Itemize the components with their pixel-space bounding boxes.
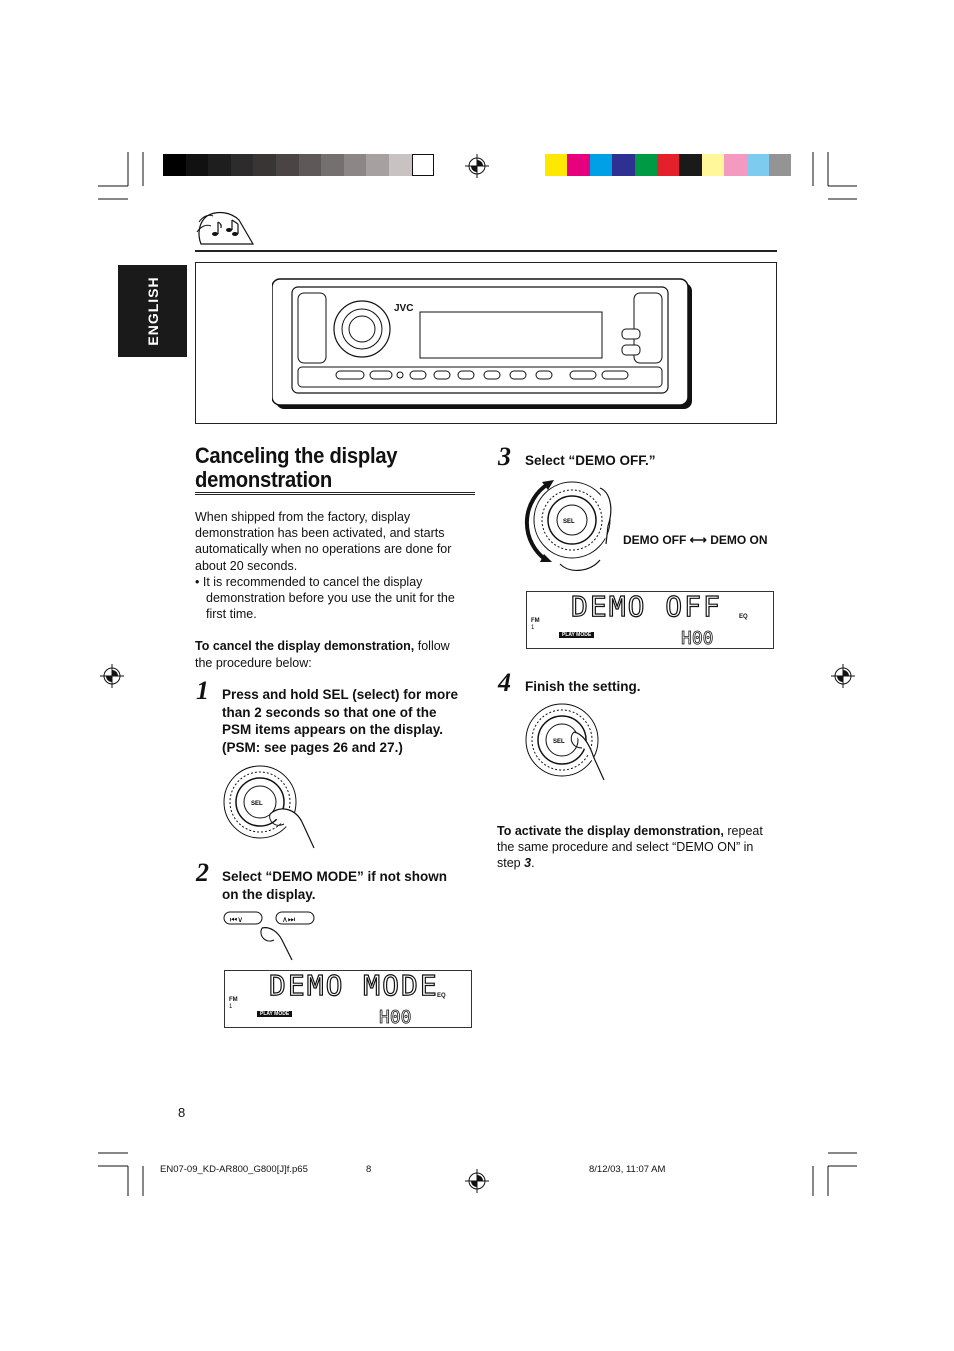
step-number: 4 [498, 668, 511, 697]
gray-swatch [321, 154, 344, 176]
lcd-fm-label: FM [229, 997, 238, 1003]
step-4-text [525, 678, 765, 696]
color-swatch [612, 154, 634, 176]
sel-rotate-illustration [520, 478, 620, 578]
skip-buttons-illustration [222, 910, 318, 962]
gray-swatch [231, 154, 254, 176]
step-line: than 2 seconds so that one of the [222, 704, 437, 720]
lcd-play-mode-badge: PLAY MODE [559, 632, 594, 638]
activate-bold: To activate the display demonstration, [497, 824, 724, 838]
activate-rest: repeat [723, 824, 763, 838]
bullet-line: • It is recommended to cancel the display [195, 574, 423, 589]
svg-text:SEL: SEL [553, 739, 565, 745]
lcd-demo-mode-text: DEMO MODE [269, 969, 439, 1002]
demo-off-label: DEMO OFF [623, 533, 687, 547]
intro-line: automatically when no operations are done for [195, 542, 452, 557]
gray-swatch [208, 154, 231, 176]
step-2-text [222, 868, 482, 903]
step-line: Select “DEMO MODE” if not shown [222, 869, 448, 884]
svg-text:SEL: SEL [563, 519, 575, 525]
activate-line: the same procedure and select “DEMO ON” in [497, 840, 754, 855]
bullet-line: demonstration before you use the unit for the [206, 591, 455, 606]
gray-swatch [299, 154, 322, 176]
gray-swatch [186, 154, 209, 176]
language-label: ENGLISH [144, 276, 161, 346]
bullet-line: first time. [206, 607, 257, 622]
step-line: (PSM: see pages 26 and 27.) [222, 739, 403, 755]
footer-timestamp: 8/12/03, 11:07 AM [589, 1164, 666, 1175]
brand-logo: JVC [394, 303, 414, 314]
color-swatch [769, 154, 791, 176]
step-number: 2 [196, 858, 209, 887]
activate-step-ref: 3 [524, 856, 532, 871]
gray-swatch [412, 154, 435, 176]
color-swatch [724, 154, 746, 176]
sel-press-illustration [222, 764, 322, 854]
cancel-rest: follow [414, 639, 450, 654]
sel-label: SEL [251, 801, 263, 807]
step-line: on the display. [222, 886, 316, 902]
lcd-segments: H00 [379, 1007, 412, 1028]
lcd-eq-badge: EQ [437, 993, 446, 999]
music-notes-icon [195, 210, 255, 246]
gray-swatch [344, 154, 367, 176]
cancel-bold: To cancel the display demonstration, [195, 639, 415, 654]
lcd-channel: 1 [531, 625, 535, 631]
activate-paragraph [497, 823, 787, 872]
activate-step-post: . [531, 856, 535, 871]
step-number: 3 [498, 442, 511, 471]
step-line: Finish the setting. [525, 679, 641, 694]
intro-line: demonstration has been activated, and starts [195, 526, 445, 541]
header-rule [195, 250, 777, 252]
intro-line: about 20 seconds. [195, 558, 298, 573]
color-swatch [590, 154, 612, 176]
lcd-demo-off-text: DEMO OFF [571, 590, 722, 623]
gray-swatch [253, 154, 276, 176]
color-swatch [567, 154, 589, 176]
svg-text:∧⏭: ∧⏭ [282, 915, 296, 924]
gray-swatch [389, 154, 412, 176]
color-swatch [747, 154, 769, 176]
title-line-2: demonstration [195, 467, 332, 492]
lcd-play-mode-badge: PLAY MODE [257, 1011, 292, 1017]
activate-line-3 [497, 855, 787, 871]
activate-step-pre: step [497, 856, 525, 871]
section-title [195, 444, 397, 492]
car-stereo-illustration [272, 277, 696, 411]
step-line: Press and hold SEL (select) for more [222, 687, 459, 702]
demo-toggle-caption [623, 533, 768, 547]
sel-press-illustration-2 [524, 702, 614, 782]
cancel-line: the procedure below: [195, 655, 312, 670]
demo-on-label: DEMO ON [710, 533, 768, 547]
language-tab [118, 265, 187, 357]
step-1-text [222, 686, 482, 756]
step-3-text [525, 452, 765, 470]
intro-paragraph [195, 509, 485, 671]
intro-line: When shipped from the factory, display [195, 510, 411, 524]
footer-page: 8 [366, 1164, 372, 1175]
lcd-eq-badge: EQ [739, 614, 748, 620]
lcd-fm-label: FM [531, 618, 540, 624]
lcd-channel: 1 [229, 1004, 233, 1010]
step-line: Select “DEMO OFF.” [525, 453, 656, 468]
page-number: 8 [178, 1105, 186, 1120]
color-swatch [635, 154, 657, 176]
svg-text:⏮∨: ⏮∨ [230, 915, 244, 924]
gray-swatch [163, 154, 186, 176]
lcd-segments: H00 [681, 628, 714, 649]
footer-file: EN07-09_KD-AR800_G800[J]f.p65 [160, 1164, 308, 1175]
double-arrow-icon: ⟷ [689, 533, 707, 547]
color-swatch [657, 154, 679, 176]
cancel-instruction [195, 638, 485, 654]
color-swatch [702, 154, 724, 176]
gray-swatch [366, 154, 389, 176]
step-number: 1 [196, 676, 209, 705]
gray-swatch [276, 154, 299, 176]
step-line: PSM items appears on the display. [222, 722, 444, 738]
title-underline [195, 492, 475, 495]
color-swatch [679, 154, 701, 176]
color-swatch [545, 154, 567, 176]
title-line-1: Canceling the display [195, 443, 398, 468]
lcd-demo-mode [224, 970, 472, 1028]
lcd-demo-off [526, 591, 774, 649]
